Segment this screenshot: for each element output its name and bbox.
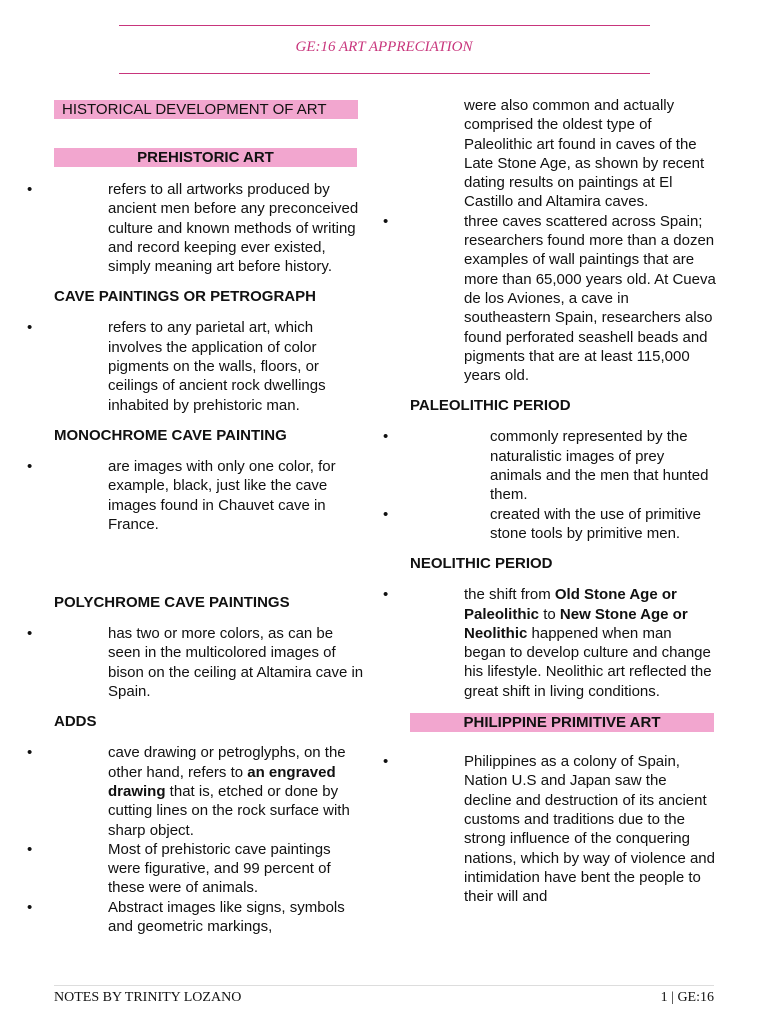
list-item	[410, 212, 716, 386]
footer-author: NOTES BY TRINITY LOZANO	[54, 990, 242, 1005]
adds-heading: ADDS	[54, 713, 97, 731]
polychrome-list	[54, 624, 364, 701]
header-top-rule	[119, 25, 650, 26]
philippine-art-title: PHILIPPINE PRIMITIVE ART	[410, 713, 714, 732]
paleo-b2-text: created with the use of primitive stone tools by primitive men.	[490, 505, 701, 542]
list-item	[410, 505, 716, 544]
list-item	[410, 585, 716, 701]
adds-b1-post: that is, etched or done by cutting lines on the rock surface with sharp object.	[108, 782, 350, 839]
list-item	[54, 840, 364, 898]
list-item	[410, 752, 716, 906]
paleolithic-list	[410, 427, 716, 543]
header-title: GE:16 ART APPRECIATION	[295, 39, 473, 55]
list-item	[54, 318, 364, 414]
caves-text: three caves scattered across Spain; researchers found more than a dozen examples of wall paintings that are more than 65,000 years old. At Cueva de los Aviones, a cave in southeastern Spain, researchers also found perforated seashell beads and pigments that are at least 115,000 years old.	[464, 212, 716, 385]
cave-list	[54, 318, 364, 414]
paleolithic-heading: PALEOLITHIC PERIOD	[410, 397, 571, 415]
neo-pre: the shift from	[464, 586, 555, 604]
list-item	[54, 743, 364, 839]
neo-post: happened when man began to develop culture and change his lifestyle. Neolithic art reflected the great shift in living conditions.	[464, 624, 712, 700]
adds-list	[54, 743, 364, 936]
paleo-b1-text: commonly represented by the naturalistic images of prey animals and the men that hunted them.	[490, 428, 709, 504]
footer-page-number: 1 | GE:16	[660, 990, 714, 1005]
list-item	[54, 457, 364, 534]
list-item	[410, 427, 716, 504]
prehistoric-list	[54, 180, 364, 276]
footer-rule	[54, 985, 714, 986]
header-bottom-rule	[119, 73, 650, 74]
caves-list	[410, 212, 716, 386]
continued-text: were also common and actually comprised the oldest type of Paleolithic art found in caves of the Late Stone Age, as shown by recent dating results on paintings at El Castillo and Altamira caves.	[464, 97, 705, 211]
adds-b1-bold: an engraved drawing	[108, 763, 336, 800]
polychrome-text: has two or more colors, as can be seen in the multicolored images of bison on the ceiling at Altamira cave in Spain.	[108, 625, 364, 701]
neo-bold-new: New Stone Age or Neolithic	[464, 605, 688, 642]
adds-b3-text: Abstract images like signs, symbols and geometric markings,	[108, 898, 345, 936]
neo-mid: to	[539, 605, 560, 623]
section-title: HISTORICAL DEVELOPMENT OF ART	[54, 100, 358, 119]
neolithic-heading: NEOLITHIC PERIOD	[410, 555, 553, 573]
neolithic-list	[410, 585, 716, 701]
monochrome-heading: MONOCHROME CAVE PAINTING	[54, 426, 287, 444]
adds-b1-text: cave drawing or petroglyphs, on the other hand, refers to	[108, 744, 346, 781]
prehistoric-art-title: PREHISTORIC ART	[54, 148, 357, 167]
philippine-text: Philippines as a colony of Spain, Nation U.S and Japan saw the decline and destruction of its ancient customs and traditions due to the strong influence of the conquering nations, which by way of violence and intimidation have bent the people to their will and	[464, 753, 715, 906]
philippine-list	[410, 752, 716, 906]
monochrome-text: are images with only one color, for example, black, just like the cave images found in Chauvet cave in France.	[108, 457, 336, 533]
list-item	[54, 624, 364, 701]
prehistoric-text: refers to all artworks produced by ancient men before any preconceived culture and known methods of writing and record keeping ever existed, simply meaning art before history.	[108, 181, 359, 276]
right-column	[410, 96, 716, 906]
neo-bold-old: Old Stone Age or Paleolithic	[464, 586, 677, 623]
cave-text: refers to any parietal art, which involves the application of color pigments on the walls, floors, or ceilings of ancient rock dwellings inhabited by prehistoric man.	[108, 319, 326, 414]
polychrome-heading: POLYCHROME CAVE PAINTINGS	[54, 594, 290, 612]
left-column	[54, 96, 364, 936]
list-item	[54, 180, 364, 276]
cave-paintings-heading: CAVE PAINTINGS OR PETROGRAPH	[54, 288, 316, 306]
adds-b2-text: Most of prehistoric cave paintings were figurative, and 99 percent of these were of animals.	[108, 840, 331, 897]
list-item	[54, 898, 364, 937]
monochrome-list	[54, 457, 364, 534]
